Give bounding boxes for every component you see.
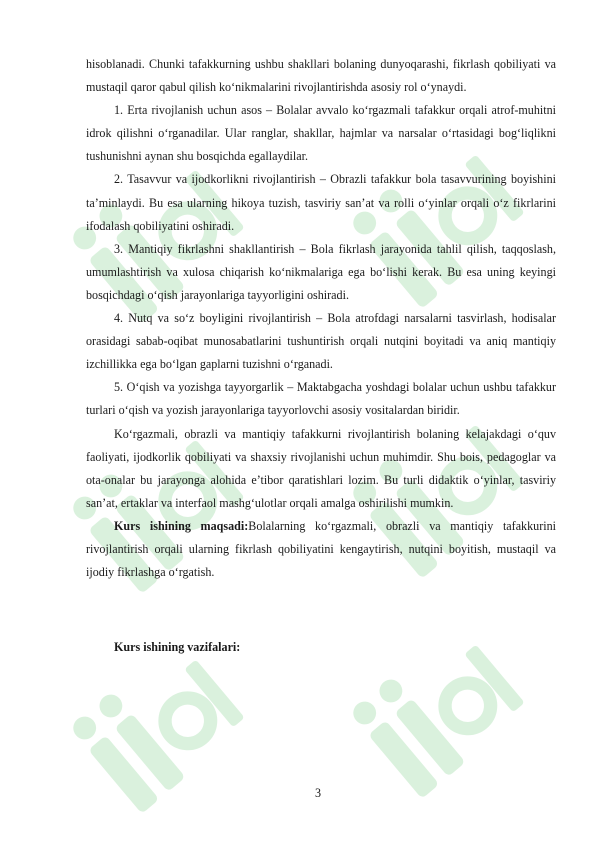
paragraph-point-2: 2. Tasavvur va ijodkorlikni rivojlantirish – Obrazli tafakkur bola tasavvurining boyishini ta’minlaydi. Bu esa ularning hikoya tuzish, tasviriy san’at va rolli o‘yinlar orqali o‘z fikrlarini ifodalash qobiliyatini oshiradi. [86,172,556,233]
tasks-heading: Kurs ishining vazifalari: [114,640,241,655]
paragraph-purpose [86,515,556,584]
section-spacer [86,584,556,636]
paragraph-point-1: 1. Erta rivojlanish uchun asos – Bolalar avvalo ko‘rgazmali tafakkur orqali atrof-muhitni idrok qilishni o‘rganadilar. Ular ranglar, shakllar, hajmlar va narsalar o‘rtasidagi bog‘liqlikni tushunishni aynan shu bosqichda egallaydilar. [86,103,556,164]
page-number: 3 [314,786,322,800]
paragraph-point-3: 3. Mantiqiy fikrlashni shakllantirish – Bola fikrlash jarayonida tahlil qilish, taqqoslash, umumlashtirish va xulosa chiqarish ko‘nikmalariga ega bo‘lishi kerak. Bu esa uning keyingi bosqichdagi o‘qish jarayonlariga tayyorligini oshiradi. [86,241,556,302]
purpose-text: Bolalarning ko‘rgazmali, obrazli va mantiqiy tafakkurini rivojlantirish orqali ularning fikrlash qobiliyatini kengaytirish, nutqini boyitish, mustaqil va ijodiy fikrlashga o‘rgatish. [86,518,556,580]
paragraph-point-4: 4. Nutq va so‘z boyligini rivojlantirish – Bola atrofdagi narsalarni tasvirlash, hodisalar orasidagi sabab-oqibat munosabatlarini tushuntirish orqali nutqini boyitadi va aniq mantiqiy izchillikka ega bo‘lgan gaplarni tuzishni o‘rganadi. [86,311,556,372]
paragraph-continuation: hisoblanadi. Chunki tafakkurning ushbu shakllari bolaning dunyoqarashi, fikrlash qobiliyati va mustaqil qaror qabul qilish ko‘nikmalarini rivojlantirishda asosiy rol o‘ynaydi. [86,57,556,95]
document-body [86,53,556,659]
purpose-label: Kurs ishining maqsadi: [114,518,249,533]
paragraph-point-5: 5. O‘qish va yozishga tayyorgarlik – Maktabgacha yoshdagi bolalar uchun ushbu tafakkur turlari o‘qish va yozish jarayonlariga tayyorlovchi asosiy vositalardan biridir. [86,380,556,418]
paragraph-summary: Ko‘rgazmali, obrazli va mantiqiy tafakkurni rivojlantirish bolaning kelajakdagi o‘quv faoliyati, ijodkorlik qobiliyati va shaxsiy rivojlanishi uchun muhimdir. Shu bois, pedagoglar va ota-onalar bu jarayonga alohida e’tibor qaratishlari lozim. Bu turli didaktik o‘yinlar, tasviriy san’at, ertaklar va interfaol mashg‘ulotlar orqali amalga oshirilishi mumkin. [86,426,556,510]
watermark-logo [70,640,260,830]
